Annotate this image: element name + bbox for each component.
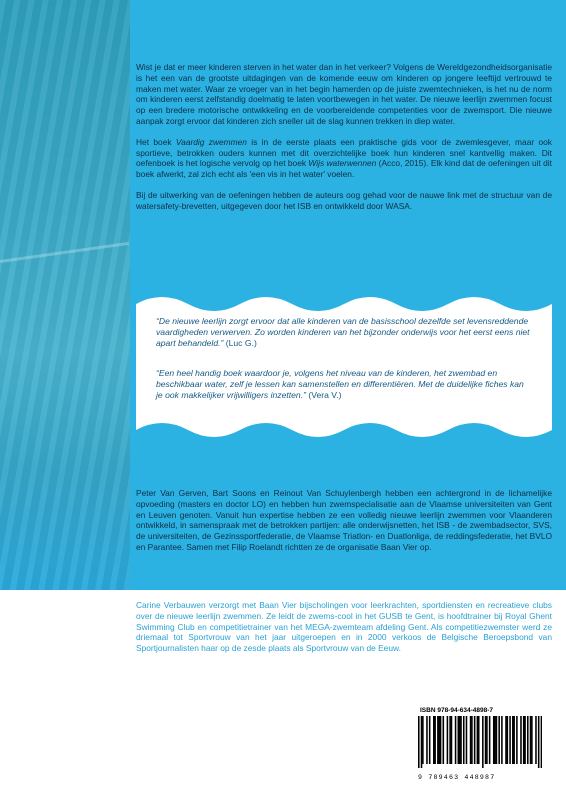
quote-panel: [136, 292, 552, 442]
isbn-number: 9 789463 448987: [418, 774, 496, 781]
intro-paragraph-3: Bij de uitwerking van de oefeningen hebben de auteurs oog gehad voor de nauwe link met de structuur van de watersafety-brevetten, uitgegeven door het ISB en ontwikkeld door WASA.: [136, 189, 552, 211]
quote-luc: [156, 316, 532, 349]
barcode-icon: [418, 716, 542, 768]
book-title-wijs-waterwennen: Wijs waterwennen: [308, 158, 377, 169]
quote-author: (Luc G.): [225, 338, 257, 348]
book-title-vaardig-zwemmen: Vaardig zwemmen: [175, 136, 247, 147]
intro-paragraph-1: Wist je dat er meer kinderen sterven in het water dan in het verkeer? Volgens de Wereldgezondheidsorganisatie is het een van de grootste uitdagingen van de komende eeuw om kinderen op jongere leeftijd vertrouwd te maken met water. Waar ze vroeger van in het begin hamerden op de juiste zwemtechnieken, is het nu de norm om kinderen eerst zelfstandig doelmatig te laten voortbewegen in het water. De nieuwe leerlijn zwemmen focust op een bredere motorische ontwikkeling en de voorbereidende competenties voor de zwemsport. Die nieuwe aanpak zorgt ervoor dat kinderen zich sneller uit de slag kunnen trekken in diep water.: [136, 62, 552, 126]
isbn-barcode-block: [418, 707, 546, 783]
authors-bio-paragraph: Peter Van Gerven, Bart Soons en Reinout Van Schuylenbergh hebben een achtergrond in de lichamelijke opvoeding (masters en doctor LO) en hebben hun zwemspecialisatie aan de Vlaamse universiteiten van Gent en Leuven genoten. Vanuit hun expertise hebben ze een volledig nieuwe leerlijn zwemmen voor Vlaanderen ontwikkeld, in samenspraak met de betrokken partijen: alle onderwijsnetten, het ISB - de zwembadsector, SVS, de universiteiten, de Gezinssportfederatie, de Vlaamse Triatlon- en Duatlonliga, de reddingsfederatie, het BVLO en Parantee. Samen met Filip Roelandt richtten ze de organisatie Baan Vier op.: [136, 488, 552, 552]
isbn-label: ISBN 978-94-634-4898-7: [420, 707, 493, 714]
contributor-bio-paragraph: Carine Verbauwen verzorgt met Baan Vier bijscholingen voor leerkrachten, sportdiensten en recreatieve clubs over de nieuwe leerlijn zwemmen. Ze leidt de zwems-cool in het GUSB te Gent, is hoofdtrainer bij Royal Ghent Swimming Club en competitietrainer van het MEGA-zwemteam afdeling Gent. Als competitiezwemster werd ze driemaal tot Sportvrouw van het jaar uitgeroepen en in 2000 verkoos de Belgische Beroepsbond van Sportjournalisten haar op de zesde plaats als Sportvrouw van de Eeuw.: [136, 600, 552, 654]
quote-text: “De nieuwe leerlijn zorgt ervoor dat alle kinderen van de basisschool dezelfde set levensreddende vaardigheden verwerven. Zo worden kinderen van het bijzonder onderwijs voor het eerst eens niet apart behandeld.”: [156, 316, 530, 348]
intro-section: [136, 62, 552, 222]
authors-bio-section: [136, 488, 552, 563]
wave-panel-shape: [136, 292, 552, 442]
footer-panel: [0, 590, 566, 800]
intro-paragraph-2: Het boek Vaardig zwemmen is in de eerste plaats een praktische gids voor de zwemlesgever, maar ook sportieve, betrokken ouders kunnen met dit overzichtelijke boek hun kinderen snel kantvellig maken. Dit oefenboek is het logische vervolg op het boek Wijs waterwennen (Acco, 2015). Elk kind dat de oefeningen uit dit boek afwerkt, zal zich echt als 'een vis in het water' voelen.: [136, 136, 552, 180]
pool-photo: [0, 0, 130, 590]
quote-vera: [156, 368, 532, 401]
quote-author: (Vera V.): [308, 390, 342, 400]
quote-text: “Een heel handig boek waardoor je, volgens het niveau van de kinderen, het zwembad en beschikbaar water, zelf je lessen kan samenstellen en differentiëren. Met de duidelijke fiches kan je ook makkelijker vrijwilligers inzetten.”: [156, 368, 524, 400]
